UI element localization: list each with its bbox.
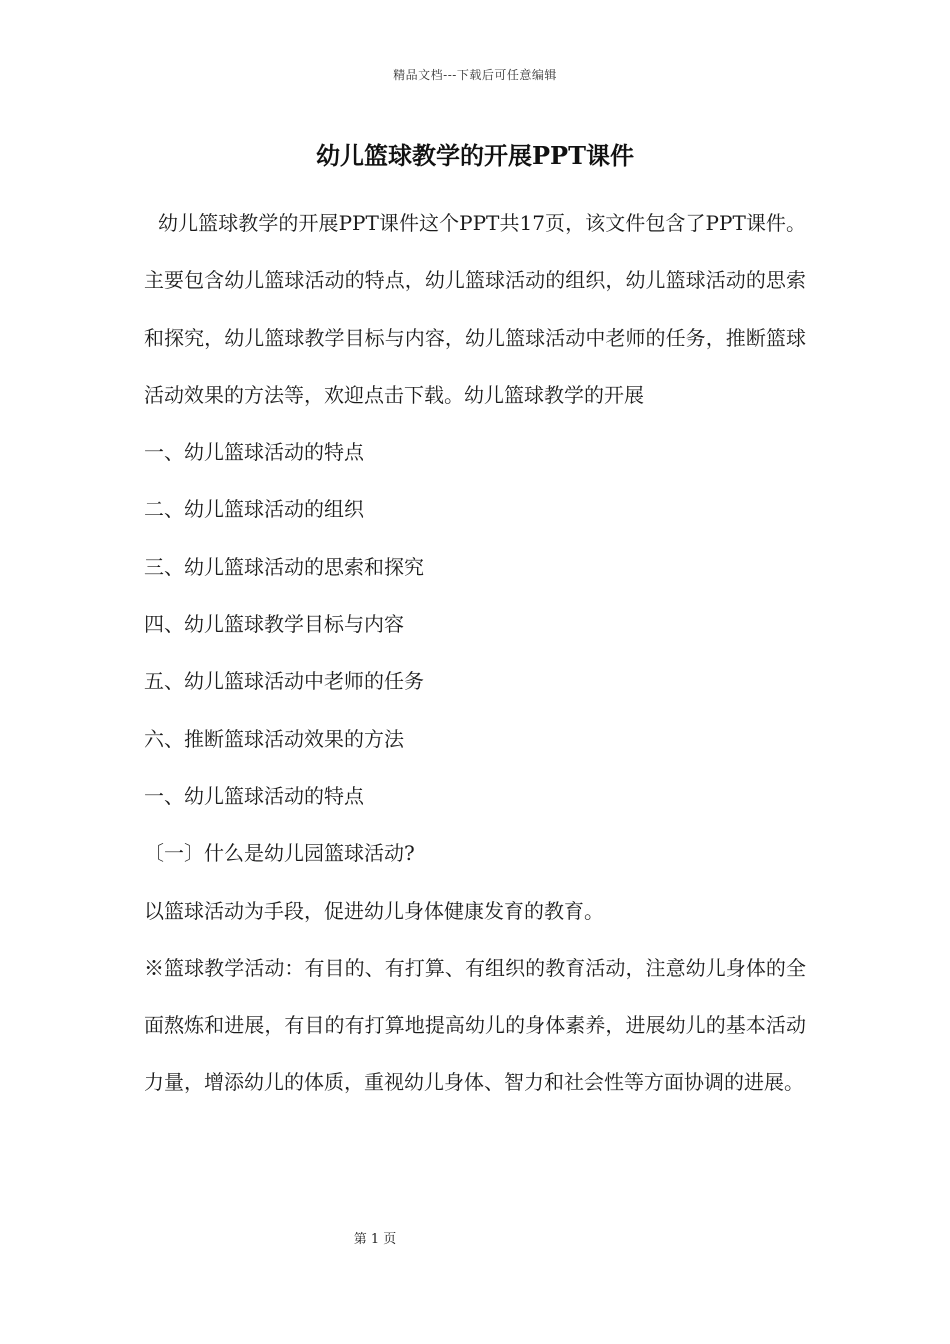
outline-item-6: 六、推断篮球活动效果的方法 bbox=[144, 726, 404, 751]
page-footer: 第 1 页 bbox=[353, 1232, 397, 1247]
page-header: 精品文档---下载后可任意编辑 bbox=[393, 68, 557, 82]
outline-item-1: 一、幼儿篮球活动的特点 bbox=[144, 440, 364, 465]
definition-paragraph: 以篮球活动为手段，促进幼儿身体健康发育的教育。 bbox=[144, 898, 604, 923]
outline-item-4: 四、幼儿篮球教学目标与内容 bbox=[144, 612, 404, 637]
note-paragraph: ※篮球教学活动：有目的、有打算、有组织的教育活动，注意幼儿身体的全面熬炼和进展，有目的有打算地提高幼儿的身体素养，进展幼儿的基本活动力量，增添幼儿的体质，重视幼儿身体、智力和社会性等方面协调的进展。 bbox=[144, 955, 806, 1095]
subheading: 〔一〕什么是幼儿园篮球活动? bbox=[144, 841, 415, 866]
outline-item-5: 五、幼儿篮球活动中老师的任务 bbox=[144, 669, 424, 694]
document-body bbox=[144, 195, 806, 1112]
intro-paragraph: 幼儿篮球教学的开展PPT课件这个PPT共17页，该文件包含了PPT课件。主要包含幼儿篮球活动的特点，幼儿篮球活动的组织，幼儿篮球活动的思索和探究，幼儿篮球教学目标与内容，幼儿篮球活动中老师的任务，推断篮球活动效果的方法等，欢迎点击下载。幼儿篮球教学的开展 bbox=[144, 211, 806, 407]
document-title: 幼儿篮球教学的开展PPT课件 bbox=[316, 141, 634, 170]
outline-item-3: 三、幼儿篮球活动的思索和探究 bbox=[144, 554, 424, 579]
outline-item-2: 二、幼儿篮球活动的组织 bbox=[144, 497, 364, 522]
section-heading: 一、幼儿篮球活动的特点 bbox=[144, 783, 364, 808]
